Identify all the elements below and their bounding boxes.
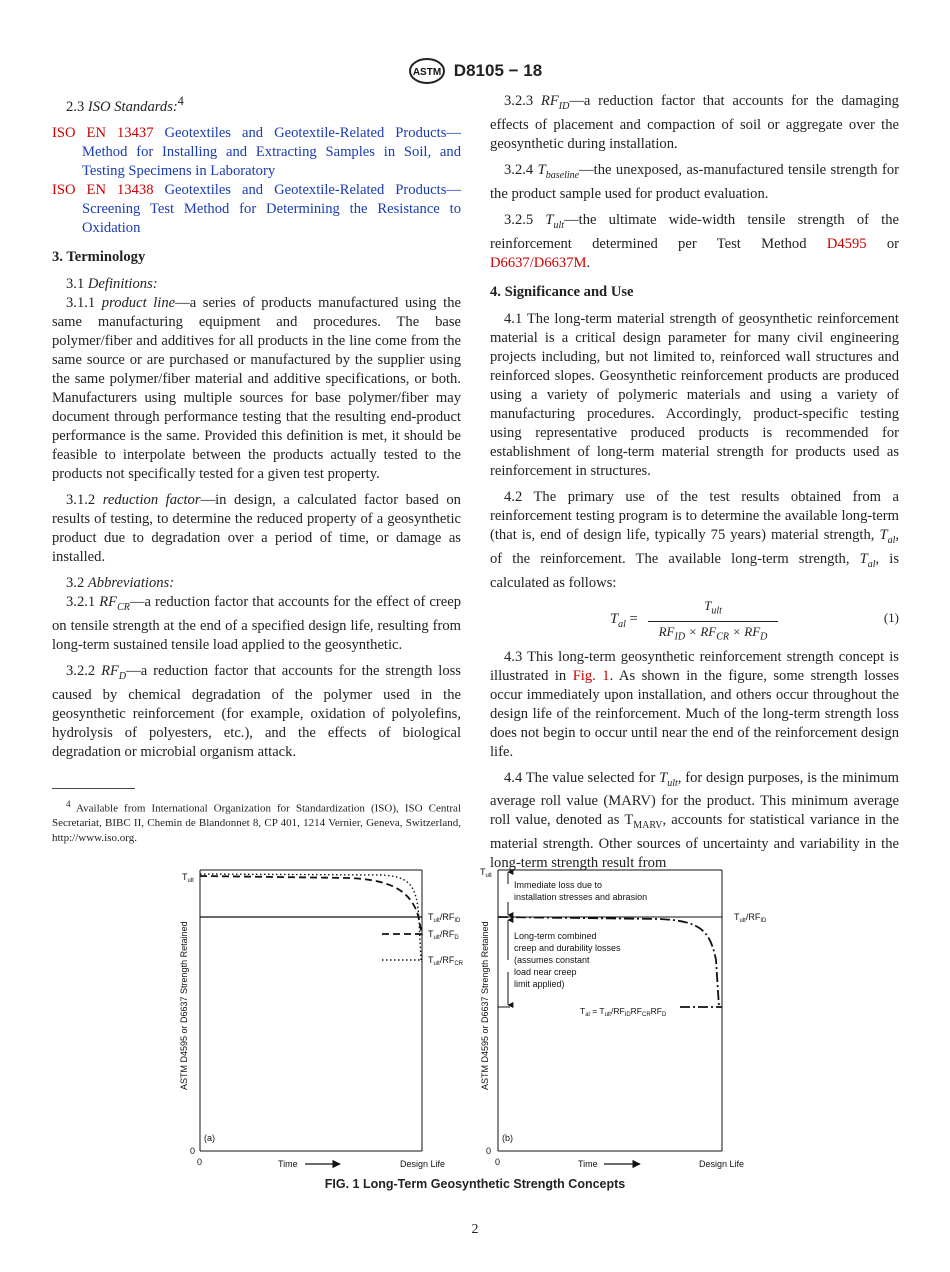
panel-a-rfd-label: $T_{ult}/RF_D$ <box>428 929 459 941</box>
panel-a-tult-label: $T_{ult}$ <box>182 872 194 884</box>
figure-1 <box>160 860 790 1200</box>
panel-b-longterm-line3: (assumes constant <box>514 955 590 965</box>
panel-a <box>179 870 464 1169</box>
section-3-heading: 3. Terminology <box>52 248 146 265</box>
panel-b-tal-label: $T_{al} = T_{ult}/RF_{ID}RF_{CR}RF_D$ <box>580 1006 667 1018</box>
panel-b-x-zero: 0 <box>495 1157 501 1167</box>
panel-b-xlabel: Time <box>578 1159 598 1169</box>
panel-b-immediate-line2: installation stresses and abrasion <box>514 892 648 902</box>
panel-b-rfid-label: $T_{ult}/RF_{ID}$ <box>734 912 767 924</box>
panel-b-longterm-line1: Long-term combined <box>514 931 597 941</box>
panel-a-x-zero: 0 <box>197 1157 203 1167</box>
footnote-4: $^4$ Available from International Organization for Standardization (ISO), ISO Central Secretariat, BIBC II, Chemin de Blandonnet 8, CP 401, 1214 Vernier, Geneva, Switzerland, http://www.iso.org. <box>52 798 461 845</box>
panel-b-y-zero: 0 <box>486 1146 492 1156</box>
right-column <box>490 92 899 880</box>
document-id: D8105 − 18 <box>453 61 543 80</box>
panel-b-longterm-line2: creep and durability losses <box>514 943 621 953</box>
equation-1 <box>490 597 899 643</box>
section-4-1: 4.1 The long-term material strength of geosynthetic reinforcement material is a critical design parameter for many civil engineering projects including, but not limited to, reinforced wall structures and reinforced slopes. Geosynthetic reinforcement products are produced using a variety of polymeric materials and using a variety of manufacturing procedures. Accordingly, product-specific testing using representative produced products is recommended for establishment of long-term material strength for products used as reinforcement in structures. <box>490 310 899 479</box>
panel-a-xlabel: Time <box>278 1159 298 1169</box>
section-3-1-1: 3.1.1 product line—a series of products manufactured using the same manufacturing equipment and procedures. The base polymer/fiber and additives for all products in the line come from the same source or are purchased or manufactured by the supplier using the same polymer/fiber material and additive specifications, or both. Manufacturers using multiple sources for base polymer/fiber may document through performance testing that the resulting end-product performance is the same. Provided this definition is met, it should be feasible to interpolate between the products actually tested to the products not specifically tested for a given test property. <box>52 294 461 482</box>
panel-a-rfid-label: $T_{ult}/RF_{ID}$ <box>428 912 461 924</box>
astm-logo-icon <box>408 58 446 84</box>
equation-number: (1) <box>883 609 899 625</box>
panel-b-longterm-line5: limit applied) <box>514 979 565 989</box>
section-4-heading: 4. Significance and Use <box>490 283 634 300</box>
panel-a-rfcr-label: $T_{ult}/RF_{CR}$ <box>428 955 464 967</box>
section-3-2-5: 3.2.5 $T_{ult}—the$ ultimate wide-width tensile strength of the reinforcement determined per Test Method D4595 or D6637/D6637M. <box>490 211 899 271</box>
equation-denominator: $RF_{ID} \times RF_{CR} \times RF_D$ <box>658 624 768 643</box>
section-4-4: 4.4 The value selected for $T_{ult}$, for design purposes, is the minimum average roll value (MARV) for the product. This minimum average roll value, denoted as $T_{MARV}$, accounts for statistical variance in the material strength. Other sources of uncertainty and variability in the long-term strength result from <box>490 769 899 872</box>
svg-text:ASTM: ASTM <box>412 67 441 78</box>
panel-a-rfd-curve <box>200 876 422 935</box>
panel-b-tult-label: $T_{ult}$ <box>480 867 492 879</box>
section-3-1-2: 3.1.2 reduction factor—in design, a calculated factor based on results of testing, to determine the reduced property of a geosynthetic product due to degradation over a period of time, or damage as installed. <box>52 491 461 565</box>
panel-b-letter: (b) <box>502 1133 513 1143</box>
panel-b <box>480 867 767 1169</box>
page-number: 2 <box>471 1222 479 1237</box>
d6637-link[interactable]: D6637/D6637M <box>490 254 587 271</box>
section-3-2-3: 3.2.3 $RF_{ID}—a$ reduction factor that accounts for the damaging effects of placement and compaction of soil or aggregate over the geosynthetic during installation. <box>490 93 899 152</box>
section-2-3: 2.3 ISO Standards:$^4$ <box>66 94 184 115</box>
equation-numerator: $T_{ult}$ <box>648 596 778 623</box>
section-4-3: 4.3 This long-term geosynthetic reinforcement strength concept is illustrated in Fig. 1. As shown in the figure, some strength losses occur immediately upon installation, and others occur throughout the design life of the reinforcement. Much of the long-term strength loss does not begin to occur until near the end of the reinforcement design life. <box>490 648 899 760</box>
equation-fraction <box>648 596 778 647</box>
figure-caption: FIG. 1 Long-Term Geosynthetic Strength Concepts <box>324 1177 626 1191</box>
section-3-2-1: 3.2.1 $RF_{CR}—a$ reduction factor that accounts for the effect of creep on tensile strength at the end of a specified design life, resulting from long-term sustained tensile load applied to the geosynthetic. <box>52 593 461 653</box>
page-header <box>0 58 950 84</box>
iso-13438-entry: ISO EN 13438 Geotextiles and Geotextile-Related Products—Screening Test Method for Determining the Resistance to Oxidation <box>52 181 461 236</box>
section-3-2: 3.2 Abbreviations: <box>66 574 175 591</box>
footnote-divider <box>52 788 135 789</box>
panel-b-ylabel: ASTM D4595 or D6637 Strength Retained <box>480 921 490 1090</box>
section-3-1: 3.1 Definitions: <box>66 275 158 292</box>
iso-13437-entry: ISO EN 13437 Geotextiles and Geotextile-Related Products—Method for Installing and Extracting Samples in Soil, and Testing Specimens in Laboratory <box>52 124 461 179</box>
section-3-2-2: 3.2.2 $RF_D—a$ reduction factor that accounts for the strength loss caused by chemical degradation of the polymer used in the geosynthetic reinforcement (for example, oxidation of polyolefins, hydrolysis of polyesters, etc.), and the effects of biological degradation or microbial organism attack. <box>52 662 461 760</box>
panel-a-y-zero: 0 <box>190 1146 196 1156</box>
panel-a-ylabel: ASTM D4595 or D6637 Strength Retained <box>179 921 189 1090</box>
left-column <box>52 92 461 853</box>
panel-b-longterm-line4: load near creep <box>514 967 577 977</box>
panel-b-design-life: Design Life <box>699 1159 745 1169</box>
panel-a-letter: (a) <box>204 1133 215 1143</box>
equation-lhs: $T_{al}$ = <box>610 610 638 630</box>
iso-13437-link[interactable]: ISO EN 13437 <box>52 124 154 141</box>
fig-1-link[interactable]: Fig. 1 <box>572 667 610 684</box>
d4595-link[interactable]: D4595 <box>826 235 867 252</box>
section-4-2: 4.2 The primary use of the test results obtained from a reinforcement testing program is to determine the available long-term (that is, end of design life, typically 75 years) material strength, $T_{al}$, of the reinforcement. The available long-term strength, $T_{al}$, is calculated as follows: <box>490 488 899 591</box>
panel-b-immediate-line1: Immediate loss due to <box>514 880 603 890</box>
section-3-2-4: 3.2.4 $T_{baseline}—the$ unexposed, as-manufactured tensile strength for the product sample used for product evaluation. <box>490 161 899 202</box>
panel-a-design-life: Design Life <box>400 1159 446 1169</box>
iso-13438-link[interactable]: ISO EN 13438 <box>52 181 154 198</box>
